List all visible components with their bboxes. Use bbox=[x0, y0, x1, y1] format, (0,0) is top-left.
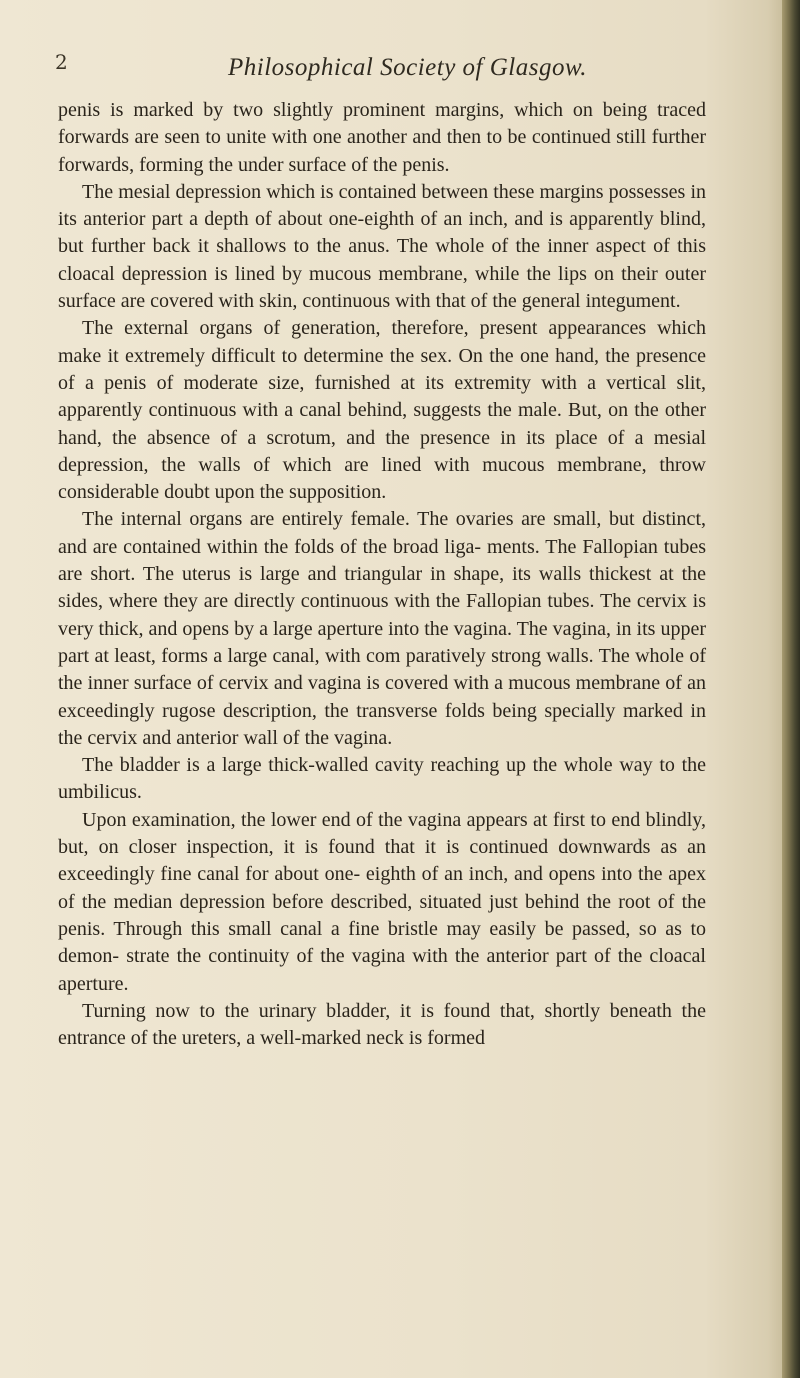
book-binding-edge bbox=[782, 0, 800, 1378]
paragraph-7: Turning now to the urinary bladder, it is found that, shortly beneath the entrance of the ureters, a well-marked neck is formed bbox=[58, 999, 706, 1050]
paragraph-1: penis is marked by two slightly prominent margins, which on being traced forwards are seen to unite with one another and then to be continued still further forwards, forming the under surface of the penis. bbox=[58, 99, 706, 176]
running-title: Philosophical Society of Glasgow. bbox=[228, 54, 588, 81]
paragraph-5: The bladder is a large thick-walled cavity reaching up the whole way to the umbilicus. bbox=[58, 754, 706, 804]
paragraph-2: The mesial depression which is contained between these margins possesses in its anterior part a depth of about one-eighth of an inch, and is apparently blind, but further back it shallows to the anus. The whole of the inner aspect of this cloacal depression is lined by mucous membrane, while the lips on their outer surface are covered with skin, continuous with that of the general integument. bbox=[58, 180, 706, 313]
page-number: 2 bbox=[55, 50, 68, 74]
body-text bbox=[58, 97, 706, 1052]
paragraph-6: Upon examination, the lower end of the vagina appears at first to end blindly, but, on closer inspection, it is found that it is continued downwards as an exceedingly fine canal for about one- eighth of an inch, and opens into the apex of the median depression before described, situated just behind the root of the penis. Through this small canal a fine bristle may easily be passed, so as to demon- strate the continuity of the vagina with the anterior part of the cloacal aperture. bbox=[58, 808, 706, 995]
paragraph-3: The external organs of generation, therefore, present appearances which make it extremely difficult to determine the sex. On the one hand, the presence of a penis of moderate size, furnished at its extremity with a vertical slit, apparently continuous with a canal behind, suggests the male. But, on the other hand, the absence of a scrotum, and the presence in its place of a mesial depression, the walls of which are lined with mucous membrane, throw considerable doubt upon the supposition. bbox=[58, 317, 706, 504]
page-header bbox=[0, 50, 800, 90]
paragraph-4: The internal organs are entirely female. The ovaries are small, but distinct, and are contained within the folds of the broad liga- ments. The Fallopian tubes are short. The uterus is large and triangular in shape, its walls thickest at the sides, where they are directly continuous with the Fallopian tubes. The cervix is very thick, and opens by a large aperture into the vagina. The vagina, in its upper part at least, forms a large canal, with com paratively strong walls. The whole of the inner surface of cervix and vagina is covered with a mucous membrane of an exceedingly rugose description, the transverse folds being specially marked in the cervix and anterior wall of the vagina. bbox=[58, 508, 706, 749]
